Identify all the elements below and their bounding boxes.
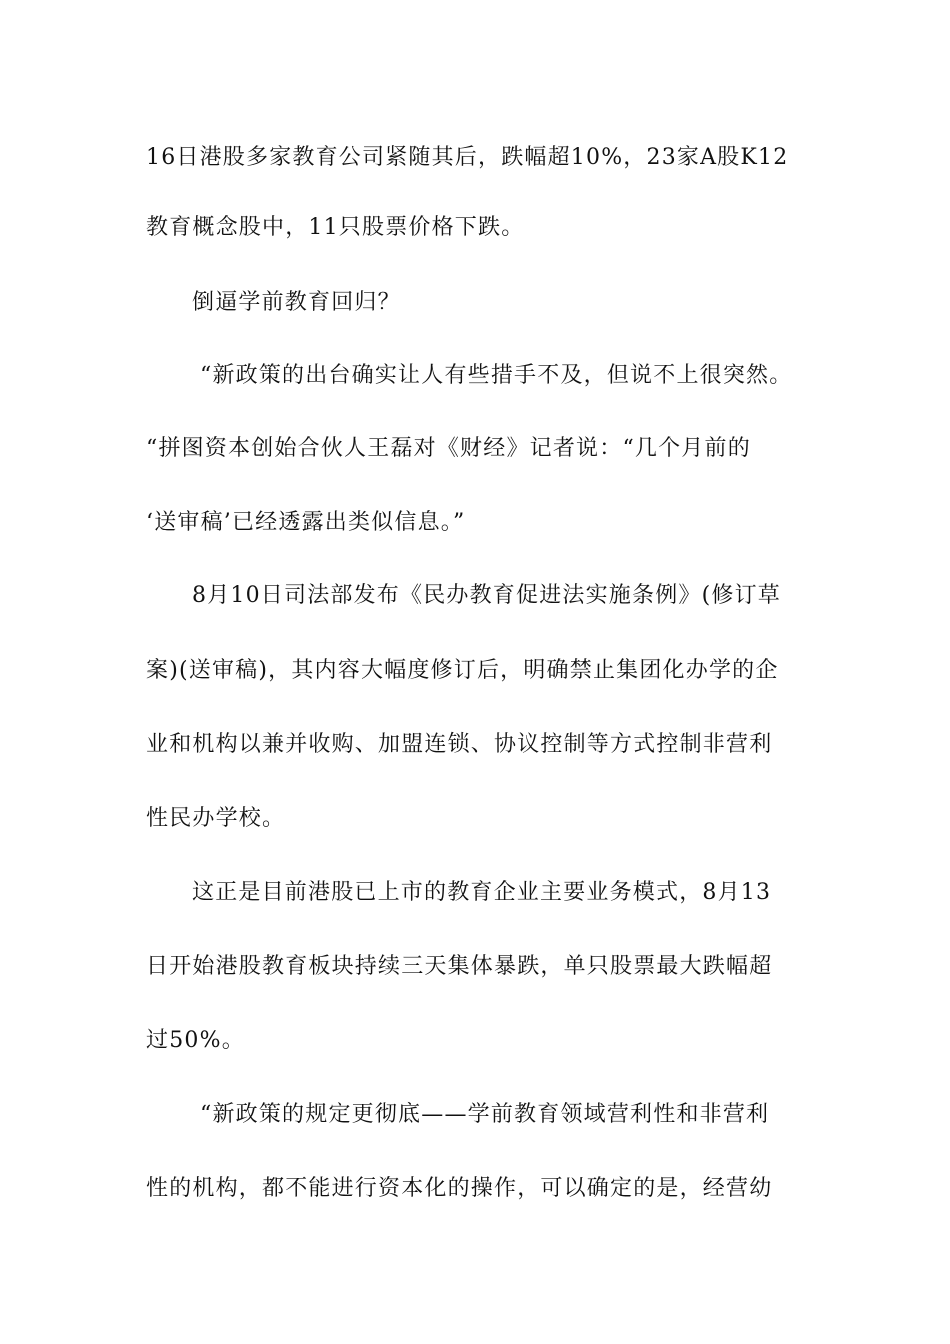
text-line: 8月10日司法部发布《民办教育促进法实施条例》(修订草 xyxy=(192,583,781,608)
text-line: 案)(送审稿)，其内容大幅度修订后，明确禁止集团化办学的企 xyxy=(146,658,779,683)
text-line: ‘送审稿’已经透露出类似信息。” xyxy=(146,510,466,535)
text-line: 业和机构以兼并收购、加盟连锁、协议控制等方式控制非营利 xyxy=(146,732,773,757)
text-line: “拼图资本创始合伙人王磊对《财经》记者说：“几个月前的 xyxy=(146,436,751,461)
text-line: 16日港股多家教育公司紧随其后，跌幅超10%，23家A股K12 xyxy=(146,145,789,170)
text-line: “新政策的规定更彻底——学前教育领域营利性和非营利 xyxy=(200,1102,770,1127)
text-line: 性的机构，都不能进行资本化的操作，可以确定的是，经营幼 xyxy=(146,1176,773,1201)
text-line: 这正是目前港股已上市的教育企业主要业务模式，8月13 xyxy=(192,880,772,905)
text-line: 日开始港股教育板块持续三天集体暴跌，单只股票最大跌幅超 xyxy=(146,954,773,979)
text-line: “新政策的出台确实让人有些措手不及，但说不上很突然。 xyxy=(200,363,793,388)
text-line: 教育概念股中，11只股票价格下跌。 xyxy=(146,215,525,240)
section-heading: 倒逼学前教育回归？ xyxy=(192,290,401,315)
text-line: 性民办学校。 xyxy=(146,806,286,831)
text-line: 过50%。 xyxy=(146,1028,245,1053)
